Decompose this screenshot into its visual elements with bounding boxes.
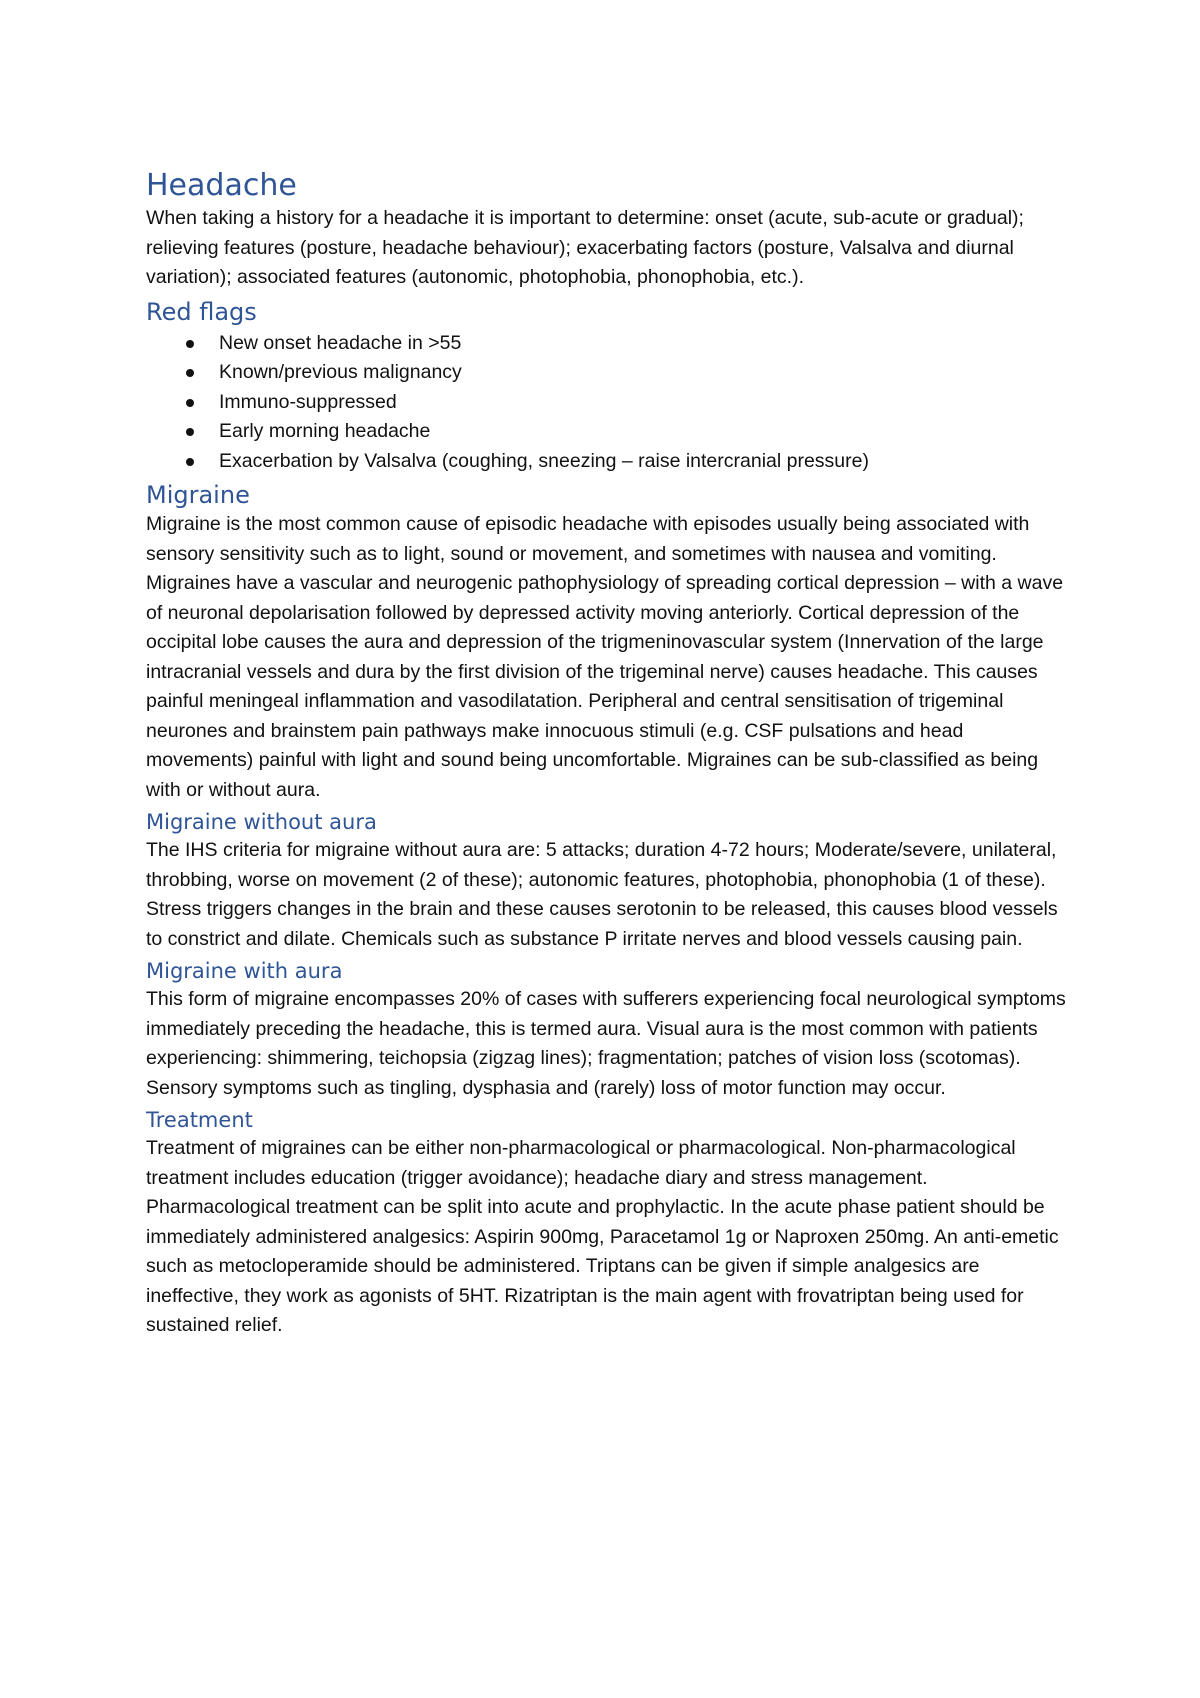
treatment-heading: Treatment: [146, 1108, 253, 1132]
list-item: [146, 447, 1066, 477]
migraine-heading: Migraine: [146, 481, 250, 509]
list-item: [146, 358, 1066, 388]
migraine-with-aura-heading: Migraine with aura: [146, 959, 343, 983]
list-item-text: Exacerbation by Valsalva (coughing, sneezing – raise intercranial pressure): [219, 449, 869, 472]
list-item: [146, 417, 1066, 447]
bullet-icon: [186, 399, 194, 407]
list-item: [146, 329, 1066, 359]
bullet-icon: [186, 369, 194, 377]
list-item: [146, 388, 1066, 418]
list-item-text: Early morning headache: [219, 420, 431, 442]
intro-paragraph: When taking a history for a headache it is important to determine: onset (acute, sub-acute or gradual); relieving features (posture, headache behaviour); exacerbating factors (posture, Valsalva and diurnal variation); associated features (autonomic, photophobia, phonophobia, etc.).: [146, 207, 1024, 288]
with-aura-paragraph: This form of migraine encompasses 20% of cases with sufferers experiencing focal neurological symptoms immediately preceding the headache, this is termed aura. Visual aura is the most common with patients experiencing: shimmering, teichopsia (zigzag lines); fragmentation; patches of vision loss (scotomas). Sensory symptoms such as tingling, dysphasia and (rarely) loss of motor function may occur.: [146, 988, 1066, 1099]
treatment-paragraph: Treatment of migraines can be either non-pharmacological or pharmacological. Non-pharmacological treatment includes education (trigger avoidance); headache diary and stress management. Pharmacological treatment can be split into acute and prophylactic. In the acute phase patient should be immediately administered analgesics: Aspirin 900mg, Paracetamol 1g or Naproxen 250mg. An anti-emetic such as metocloperamide should be administered. Triptans can be given if simple analgesics are ineffective, they work as agonists of 5HT. Rizatriptan is the main agent with frovatriptan being used for sustained relief.: [146, 1137, 1059, 1336]
migraine-without-aura-heading: Migraine without aura: [146, 810, 377, 834]
bullet-icon: [186, 458, 194, 466]
red-flags-heading: Red flags: [146, 297, 257, 326]
list-item-text: Known/previous malignancy: [219, 361, 462, 383]
document-content: [146, 168, 1066, 1341]
list-item-text: New onset headache in >55: [219, 331, 462, 354]
without-aura-criteria-paragraph: The IHS criteria for migraine without aura are: 5 attacks; duration 4-72 hours; Moderate/severe, unilateral, throbbing, worse on movement (2 of these); autonomic features, photophobia, phonophobia (1 of these).: [146, 839, 1057, 891]
red-flags-list: [146, 329, 1066, 477]
page-title: Headache: [146, 168, 297, 203]
without-aura-stress-paragraph: Stress triggers changes in the brain and these causes serotonin to be released, this causes blood vessels to constrict and dilate. Chemicals such as substance P irritate nerves and blood vessels causing pain.: [146, 898, 1058, 950]
list-item-text: Immuno-suppressed: [219, 390, 397, 413]
migraine-paragraph: Migraine is the most common cause of episodic headache with episodes usually being associated with sensory sensitivity such as to light, sound or movement, and sometimes with nausea and vomiting. Migraines have a vascular and neurogenic pathophysiology of spreading cortical depression – with a wave of neuronal depolarisation followed by depressed activity moving anteriorly. Cortical depression of the occipital lobe causes the aura and depression of the trigmeninovascular system (Innervation of the large intracranial vessels and dura by the first division of the trigeminal nerve) causes headache. This causes painful meningeal inflammation and vasodilatation. Peripheral and central sensitisation of trigeminal neurones and brainstem pain pathways make innocuous stimuli (e.g. CSF pulsations and head movements) painful with light and sound being uncomfortable. Migraines can be sub-classified as being with or without aura.: [146, 513, 1064, 801]
bullet-icon: [186, 428, 194, 436]
bullet-icon: [186, 340, 194, 348]
